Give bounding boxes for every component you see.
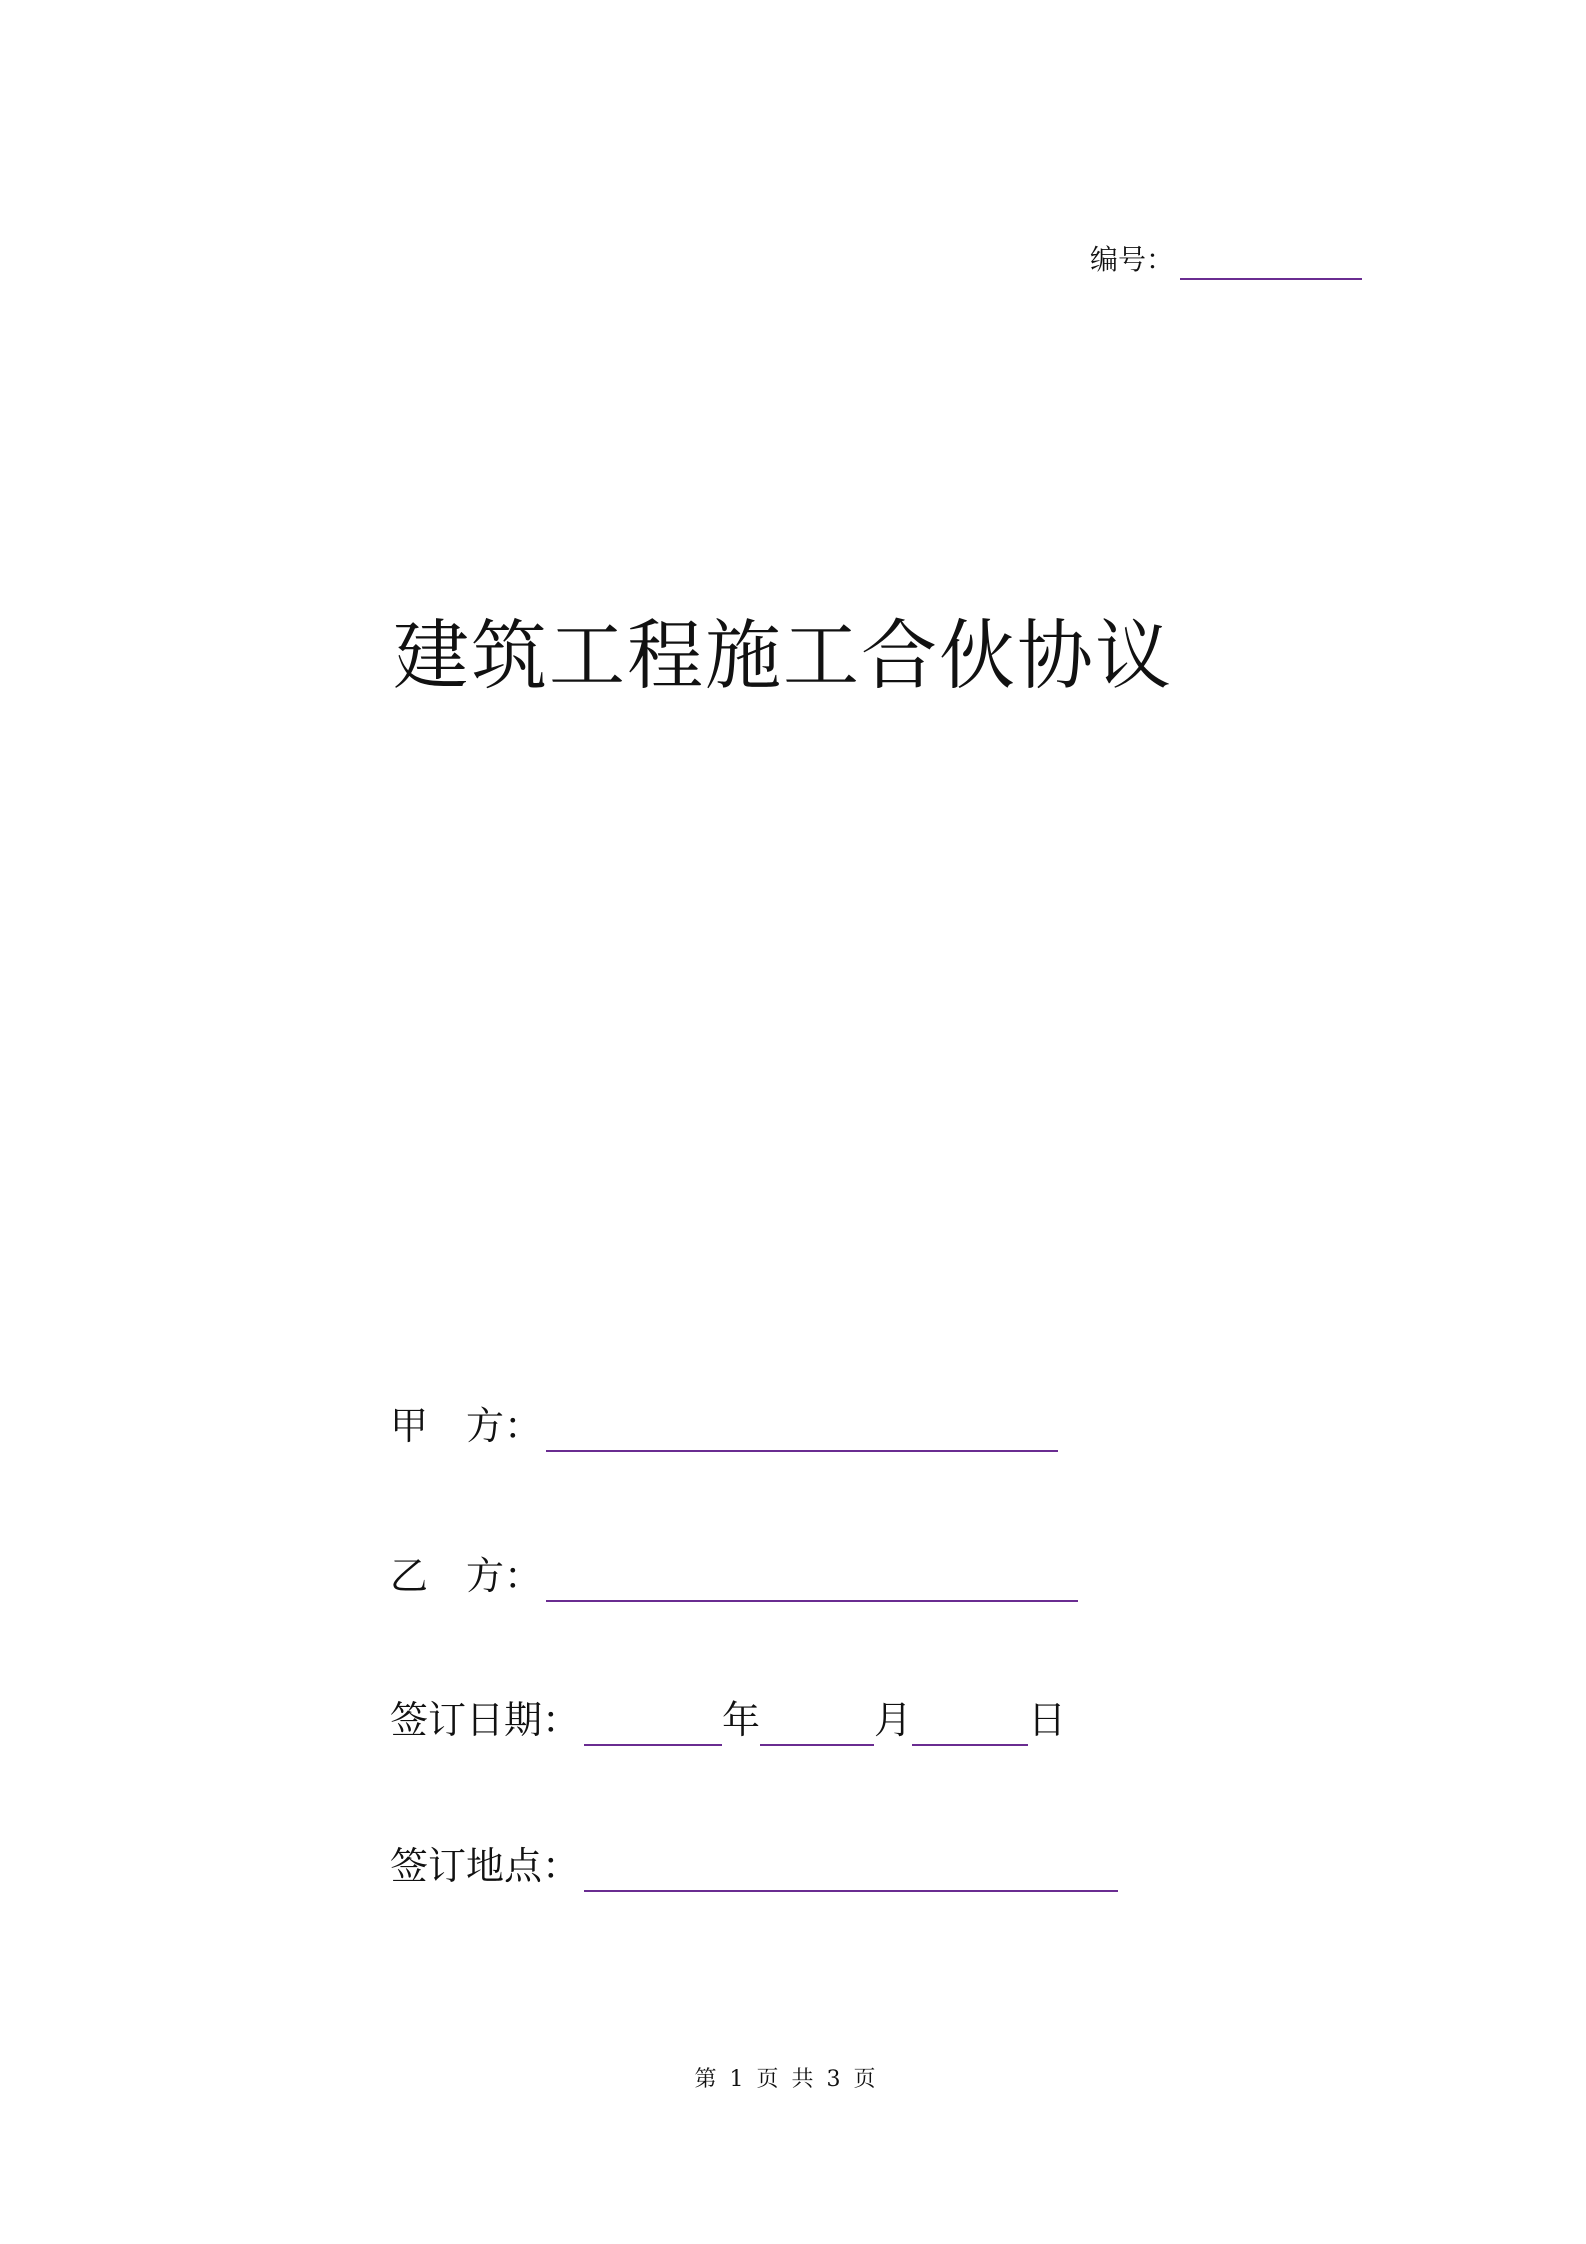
party-a-field: [390, 1400, 1058, 1452]
signing-place-field: [390, 1840, 1118, 1892]
signing-day-blank[interactable]: [912, 1704, 1028, 1746]
month-label: 月: [874, 1698, 913, 1742]
signing-date-field: [390, 1694, 1066, 1746]
page-number: 第 1 页 共 3 页: [694, 2067, 876, 2092]
serial-number: [1090, 240, 1362, 280]
party-a-label: 甲 方：: [390, 1404, 543, 1448]
party-b-field: [390, 1550, 1078, 1602]
party-a-blank[interactable]: [546, 1410, 1058, 1452]
document-title-text: 建筑工程施工合伙协议: [393, 611, 1173, 700]
serial-number-label: 编号：: [1090, 243, 1175, 276]
party-b-label: 乙 方：: [390, 1554, 543, 1598]
party-b-blank[interactable]: [546, 1560, 1078, 1602]
serial-number-blank[interactable]: [1180, 248, 1362, 280]
signing-place-label: 签订地点：: [390, 1844, 581, 1888]
signing-place-blank[interactable]: [584, 1850, 1118, 1892]
page-footer: [0, 2065, 1586, 2095]
document-title: [0, 608, 1586, 704]
signing-year-blank[interactable]: [584, 1704, 722, 1746]
year-label: 年: [722, 1698, 761, 1742]
day-label: 日: [1028, 1698, 1067, 1742]
signing-month-blank[interactable]: [760, 1704, 874, 1746]
signing-date-label: 签订日期：: [390, 1698, 581, 1742]
